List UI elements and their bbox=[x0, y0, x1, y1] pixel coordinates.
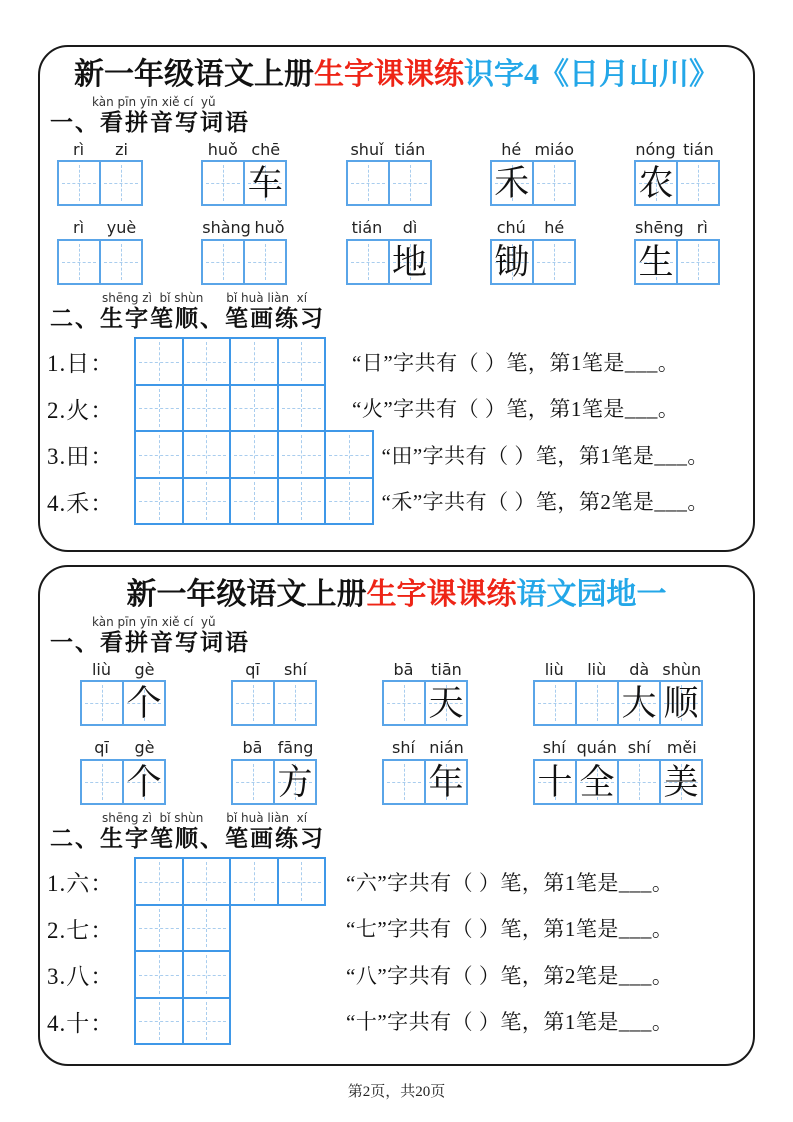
stroke-count-question: “火”字共有（ ）笔，第1笔是___。 bbox=[352, 397, 680, 422]
pinyin-syllable: yuè bbox=[106, 218, 137, 238]
practice-grid-cell bbox=[324, 430, 374, 479]
practice-grid bbox=[134, 950, 340, 999]
pinyin-word-group bbox=[80, 661, 166, 727]
practice-grid-wrap bbox=[134, 430, 374, 479]
writing-box bbox=[533, 680, 577, 726]
pinyin-word-area bbox=[40, 661, 753, 805]
practice-char-label: 4.禾： bbox=[47, 490, 115, 516]
writing-boxes bbox=[346, 239, 432, 285]
pinyin-word-group bbox=[490, 219, 576, 285]
practice-grid-cell bbox=[182, 997, 232, 1046]
stroke-count-question: “八”字共有（ ）笔，第2笔是___。 bbox=[346, 963, 674, 988]
pinyin-word-group bbox=[201, 141, 287, 207]
pinyin-syllable: hé bbox=[544, 218, 565, 238]
pinyin-syllable: tián bbox=[394, 139, 426, 159]
practice-char-label: 3.八： bbox=[47, 964, 115, 990]
practice-grid-cell bbox=[324, 477, 374, 526]
written-character: 天 bbox=[428, 683, 464, 723]
writing-box bbox=[201, 239, 245, 285]
practice-grid-cell bbox=[182, 430, 232, 479]
writing-box bbox=[273, 680, 317, 726]
practice-grid-cell bbox=[277, 337, 327, 386]
title-prefix: 新一年级语文上册 bbox=[74, 58, 314, 91]
pinyin-word-group bbox=[231, 739, 317, 805]
practice-grid bbox=[134, 384, 326, 433]
writing-box bbox=[99, 160, 143, 206]
writing-box bbox=[80, 680, 124, 726]
pinyin-syllable: rì bbox=[72, 139, 85, 159]
title-lesson: 语文园地一 bbox=[516, 578, 667, 611]
writing-box bbox=[490, 160, 534, 206]
writing-box bbox=[346, 160, 390, 206]
section2-heading: 二、生字笔顺、笔画练习 bbox=[50, 826, 325, 852]
practice-grid-cell bbox=[229, 337, 279, 386]
practice-grid-cell bbox=[134, 337, 184, 386]
practice-grid-cell bbox=[277, 384, 327, 433]
pinyin-label bbox=[533, 739, 703, 757]
pinyin-syllable: quán bbox=[576, 738, 617, 758]
practice-char-label: 2.七： bbox=[47, 917, 115, 943]
writing-boxes bbox=[533, 680, 703, 726]
pinyin-syllable: dà bbox=[629, 659, 650, 679]
practice-grid-cell bbox=[277, 430, 327, 479]
pinyin-label bbox=[80, 661, 166, 679]
stroke-count-question: “六”字共有（ ）笔，第1笔是___。 bbox=[346, 870, 674, 895]
writing-box bbox=[388, 239, 432, 285]
written-character: 生 bbox=[638, 242, 674, 282]
writing-box bbox=[424, 680, 468, 726]
worksheet-card-top bbox=[38, 45, 755, 552]
writing-box bbox=[659, 680, 703, 726]
writing-boxes bbox=[231, 680, 317, 726]
stroke-practice-row bbox=[47, 904, 753, 953]
practice-grid-cell bbox=[182, 950, 232, 999]
writing-box bbox=[532, 239, 576, 285]
worksheet-card-bottom bbox=[38, 565, 755, 1066]
pinyin-word-group bbox=[634, 219, 720, 285]
stroke-count-question: “禾”字共有（ ）笔，第2笔是___。 bbox=[381, 490, 709, 515]
pinyin-syllable: gè bbox=[134, 738, 155, 758]
title-series: 生字课课练 bbox=[366, 578, 517, 611]
written-character: 禾 bbox=[494, 163, 530, 203]
writing-boxes bbox=[201, 239, 287, 285]
written-character: 地 bbox=[391, 242, 427, 282]
stroke-practice-area bbox=[40, 337, 753, 525]
stroke-practice-area bbox=[40, 857, 753, 1045]
writing-boxes bbox=[634, 160, 720, 206]
practice-grid-wrap bbox=[134, 857, 340, 906]
writing-box bbox=[57, 160, 101, 206]
page-number: 第2页，共20页 bbox=[347, 1084, 446, 1100]
pinyin-syllable: hé bbox=[501, 139, 522, 159]
practice-char-label: 1.日： bbox=[47, 351, 115, 377]
writing-boxes bbox=[201, 160, 287, 206]
written-character: 锄 bbox=[494, 242, 530, 282]
writing-box bbox=[676, 160, 720, 206]
practice-grid-cell bbox=[229, 857, 279, 906]
pinyin-syllable: shēng bbox=[635, 218, 684, 238]
writing-boxes bbox=[634, 239, 720, 285]
writing-box bbox=[676, 239, 720, 285]
practice-grid-cell bbox=[229, 384, 279, 433]
stroke-practice-row bbox=[47, 950, 753, 999]
pinyin-syllable: huǒ bbox=[254, 218, 285, 238]
pinyin-syllable: bā bbox=[242, 738, 263, 758]
written-character: 美 bbox=[663, 762, 699, 802]
pinyin-label bbox=[382, 661, 468, 679]
pinyin-word-group bbox=[57, 141, 143, 207]
writing-box bbox=[80, 759, 124, 805]
writing-box bbox=[532, 160, 576, 206]
written-character: 个 bbox=[126, 683, 162, 723]
pinyin-syllable: tián bbox=[683, 139, 714, 159]
writing-box bbox=[231, 680, 275, 726]
pinyin-syllable: shí bbox=[392, 738, 415, 758]
writing-box bbox=[231, 759, 275, 805]
pinyin-syllable: qī bbox=[94, 738, 109, 758]
stroke-practice-row bbox=[47, 384, 753, 433]
pinyin-syllable: nián bbox=[429, 738, 464, 758]
practice-grid-wrap bbox=[134, 997, 340, 1046]
pinyin-word-group bbox=[80, 739, 166, 805]
written-character: 顺 bbox=[663, 683, 699, 723]
pinyin-syllable: dì bbox=[402, 218, 418, 238]
pinyin-syllable: nóng bbox=[635, 139, 676, 159]
written-character: 车 bbox=[247, 163, 283, 203]
practice-grid-wrap bbox=[134, 337, 326, 386]
writing-box bbox=[201, 160, 245, 206]
pinyin-syllable: chē bbox=[251, 139, 281, 159]
pinyin-label bbox=[231, 661, 317, 679]
section1-pinyin: kàn pīn yīn xiě cí yǔ bbox=[92, 614, 216, 629]
pinyin-word-group bbox=[201, 219, 287, 285]
practice-grid-cell bbox=[277, 857, 327, 906]
practice-char-label: 2.火： bbox=[47, 397, 115, 423]
pinyin-syllable: huǒ bbox=[207, 139, 238, 159]
pinyin-word-group bbox=[533, 739, 703, 805]
pinyin-label bbox=[80, 739, 166, 757]
pinyin-label bbox=[490, 219, 576, 237]
word-row bbox=[40, 661, 753, 727]
writing-box bbox=[122, 680, 166, 726]
practice-char-label: 4.十： bbox=[47, 1010, 115, 1036]
pinyin-label bbox=[57, 219, 143, 237]
pinyin-word-group bbox=[346, 219, 432, 285]
pinyin-syllable: liù bbox=[544, 659, 564, 679]
practice-grid-cell bbox=[134, 430, 184, 479]
pinyin-syllable: bā bbox=[393, 659, 414, 679]
pinyin-label bbox=[634, 141, 720, 159]
writing-box bbox=[490, 239, 534, 285]
section1-heading: 一、看拼音写词语 bbox=[50, 109, 250, 135]
writing-boxes bbox=[231, 759, 317, 805]
title-series: 生字课课练 bbox=[314, 58, 464, 91]
title-prefix: 新一年级语文上册 bbox=[126, 578, 367, 611]
practice-grid-cell bbox=[182, 477, 232, 526]
practice-grid-cell bbox=[134, 950, 184, 999]
written-character: 个 bbox=[126, 762, 162, 802]
pinyin-syllable: gè bbox=[134, 659, 155, 679]
pinyin-word-group bbox=[346, 141, 432, 207]
pinyin-word-group bbox=[231, 661, 317, 727]
writing-box bbox=[57, 239, 101, 285]
writing-boxes bbox=[80, 759, 166, 805]
practice-grid-cell bbox=[182, 384, 232, 433]
writing-boxes bbox=[490, 160, 576, 206]
writing-box bbox=[533, 759, 577, 805]
pinyin-syllable: shí bbox=[284, 659, 307, 679]
writing-boxes bbox=[382, 680, 468, 726]
written-character: 十 bbox=[537, 762, 573, 802]
pinyin-syllable: shí bbox=[542, 738, 566, 758]
pinyin-syllable: shí bbox=[627, 738, 651, 758]
practice-grid-cell bbox=[134, 384, 184, 433]
practice-grid-cell bbox=[229, 477, 279, 526]
pinyin-syllable: měi bbox=[666, 738, 697, 758]
stroke-count-question: “七”字共有（ ）笔，第1笔是___。 bbox=[346, 917, 674, 942]
writing-boxes bbox=[346, 160, 432, 206]
practice-grid-cell bbox=[182, 904, 232, 953]
pinyin-syllable: tián bbox=[351, 218, 383, 238]
writing-box bbox=[346, 239, 390, 285]
pinyin-label bbox=[346, 219, 432, 237]
practice-grid bbox=[134, 477, 374, 526]
pinyin-syllable: liù bbox=[91, 659, 112, 679]
pinyin-syllable: zi bbox=[115, 139, 128, 159]
section1-pinyin: kàn pīn yīn xiě cí yǔ bbox=[92, 94, 216, 109]
written-character: 大 bbox=[621, 683, 657, 723]
practice-grid-cell bbox=[134, 477, 184, 526]
writing-box bbox=[634, 160, 678, 206]
section2-pinyin: shēng zì bǐ shùn bǐ huà liàn xí bbox=[102, 291, 308, 305]
practice-grid-cell bbox=[134, 997, 184, 1046]
writing-box bbox=[382, 680, 426, 726]
pinyin-syllable: shùn bbox=[662, 659, 702, 679]
writing-box bbox=[243, 160, 287, 206]
word-row bbox=[40, 739, 753, 805]
pinyin-syllable: qī bbox=[245, 659, 260, 679]
pinyin-syllable: shuǐ bbox=[350, 139, 384, 159]
practice-grid bbox=[134, 430, 374, 479]
practice-grid bbox=[134, 997, 340, 1046]
practice-grid bbox=[134, 904, 340, 953]
pinyin-label bbox=[57, 141, 143, 159]
written-character: 方 bbox=[277, 762, 313, 802]
practice-grid bbox=[134, 857, 340, 906]
writing-box bbox=[243, 239, 287, 285]
pinyin-label bbox=[231, 739, 317, 757]
practice-grid-cell bbox=[134, 857, 184, 906]
written-character: 农 bbox=[638, 163, 674, 203]
written-character: 全 bbox=[579, 762, 615, 802]
writing-box bbox=[659, 759, 703, 805]
pinyin-syllable: shàng bbox=[202, 218, 251, 238]
stroke-practice-row bbox=[47, 857, 753, 906]
writing-box bbox=[388, 160, 432, 206]
pinyin-syllable: fāng bbox=[277, 738, 314, 758]
pinyin-syllable: chú bbox=[496, 218, 526, 238]
writing-box bbox=[575, 680, 619, 726]
section2-heading: 二、生字笔顺、笔画练习 bbox=[50, 306, 325, 332]
word-row bbox=[40, 219, 753, 285]
practice-grid-cell bbox=[134, 904, 184, 953]
writing-boxes bbox=[382, 759, 468, 805]
pinyin-syllable: tiān bbox=[431, 659, 462, 679]
writing-box bbox=[273, 759, 317, 805]
practice-grid-cell bbox=[229, 430, 279, 479]
practice-grid-wrap bbox=[134, 477, 374, 526]
practice-grid-wrap bbox=[134, 384, 326, 433]
practice-grid-cell bbox=[277, 477, 327, 526]
writing-box bbox=[617, 680, 661, 726]
section1-heading: 一、看拼音写词语 bbox=[50, 629, 250, 655]
card-title bbox=[40, 58, 753, 93]
pinyin-word-group bbox=[57, 219, 143, 285]
practice-grid-wrap bbox=[134, 904, 340, 953]
pinyin-label bbox=[346, 141, 432, 159]
card-title bbox=[40, 578, 753, 613]
pinyin-word-group bbox=[533, 661, 703, 727]
practice-grid-cell bbox=[182, 857, 232, 906]
writing-boxes bbox=[57, 239, 143, 285]
pinyin-syllable: rì bbox=[696, 218, 708, 238]
writing-box bbox=[575, 759, 619, 805]
section2-pinyin: shēng zì bǐ shùn bǐ huà liàn xí bbox=[102, 811, 308, 825]
pinyin-label bbox=[533, 661, 703, 679]
pinyin-syllable: liù bbox=[587, 659, 607, 679]
title-lesson: 识字4《日月山川》 bbox=[464, 58, 719, 91]
pinyin-label bbox=[490, 141, 576, 159]
writing-box bbox=[424, 759, 468, 805]
pinyin-label bbox=[634, 219, 720, 237]
pinyin-word-group bbox=[634, 141, 720, 207]
writing-boxes bbox=[490, 239, 576, 285]
word-row bbox=[40, 141, 753, 207]
pinyin-word-group bbox=[490, 141, 576, 207]
stroke-practice-row bbox=[47, 337, 753, 386]
writing-box bbox=[99, 239, 143, 285]
writing-box bbox=[617, 759, 661, 805]
pinyin-word-area bbox=[40, 141, 753, 285]
writing-box bbox=[634, 239, 678, 285]
pinyin-label bbox=[201, 141, 287, 159]
writing-boxes bbox=[57, 160, 143, 206]
pinyin-syllable: rì bbox=[72, 218, 85, 238]
stroke-practice-row bbox=[47, 477, 753, 526]
stroke-count-question: “田”字共有（ ）笔，第1笔是___。 bbox=[381, 443, 709, 468]
pinyin-label bbox=[382, 739, 468, 757]
practice-grid-wrap bbox=[134, 950, 340, 999]
stroke-count-question: “日”字共有（ ）笔，第1笔是___。 bbox=[352, 350, 680, 375]
pinyin-word-group bbox=[382, 739, 468, 805]
practice-char-label: 1.六： bbox=[47, 871, 115, 897]
writing-boxes bbox=[533, 759, 703, 805]
writing-boxes bbox=[80, 680, 166, 726]
writing-box bbox=[122, 759, 166, 805]
stroke-count-question: “十”字共有（ ）笔，第1笔是___。 bbox=[346, 1010, 674, 1035]
written-character: 年 bbox=[428, 762, 464, 802]
practice-grid bbox=[134, 337, 326, 386]
writing-box bbox=[382, 759, 426, 805]
stroke-practice-row bbox=[47, 430, 753, 479]
practice-char-label: 3.田： bbox=[47, 444, 115, 470]
pinyin-word-group bbox=[382, 661, 468, 727]
pinyin-label bbox=[201, 219, 287, 237]
practice-grid-cell bbox=[182, 337, 232, 386]
stroke-practice-row bbox=[47, 997, 753, 1046]
pinyin-syllable: miáo bbox=[534, 139, 575, 159]
